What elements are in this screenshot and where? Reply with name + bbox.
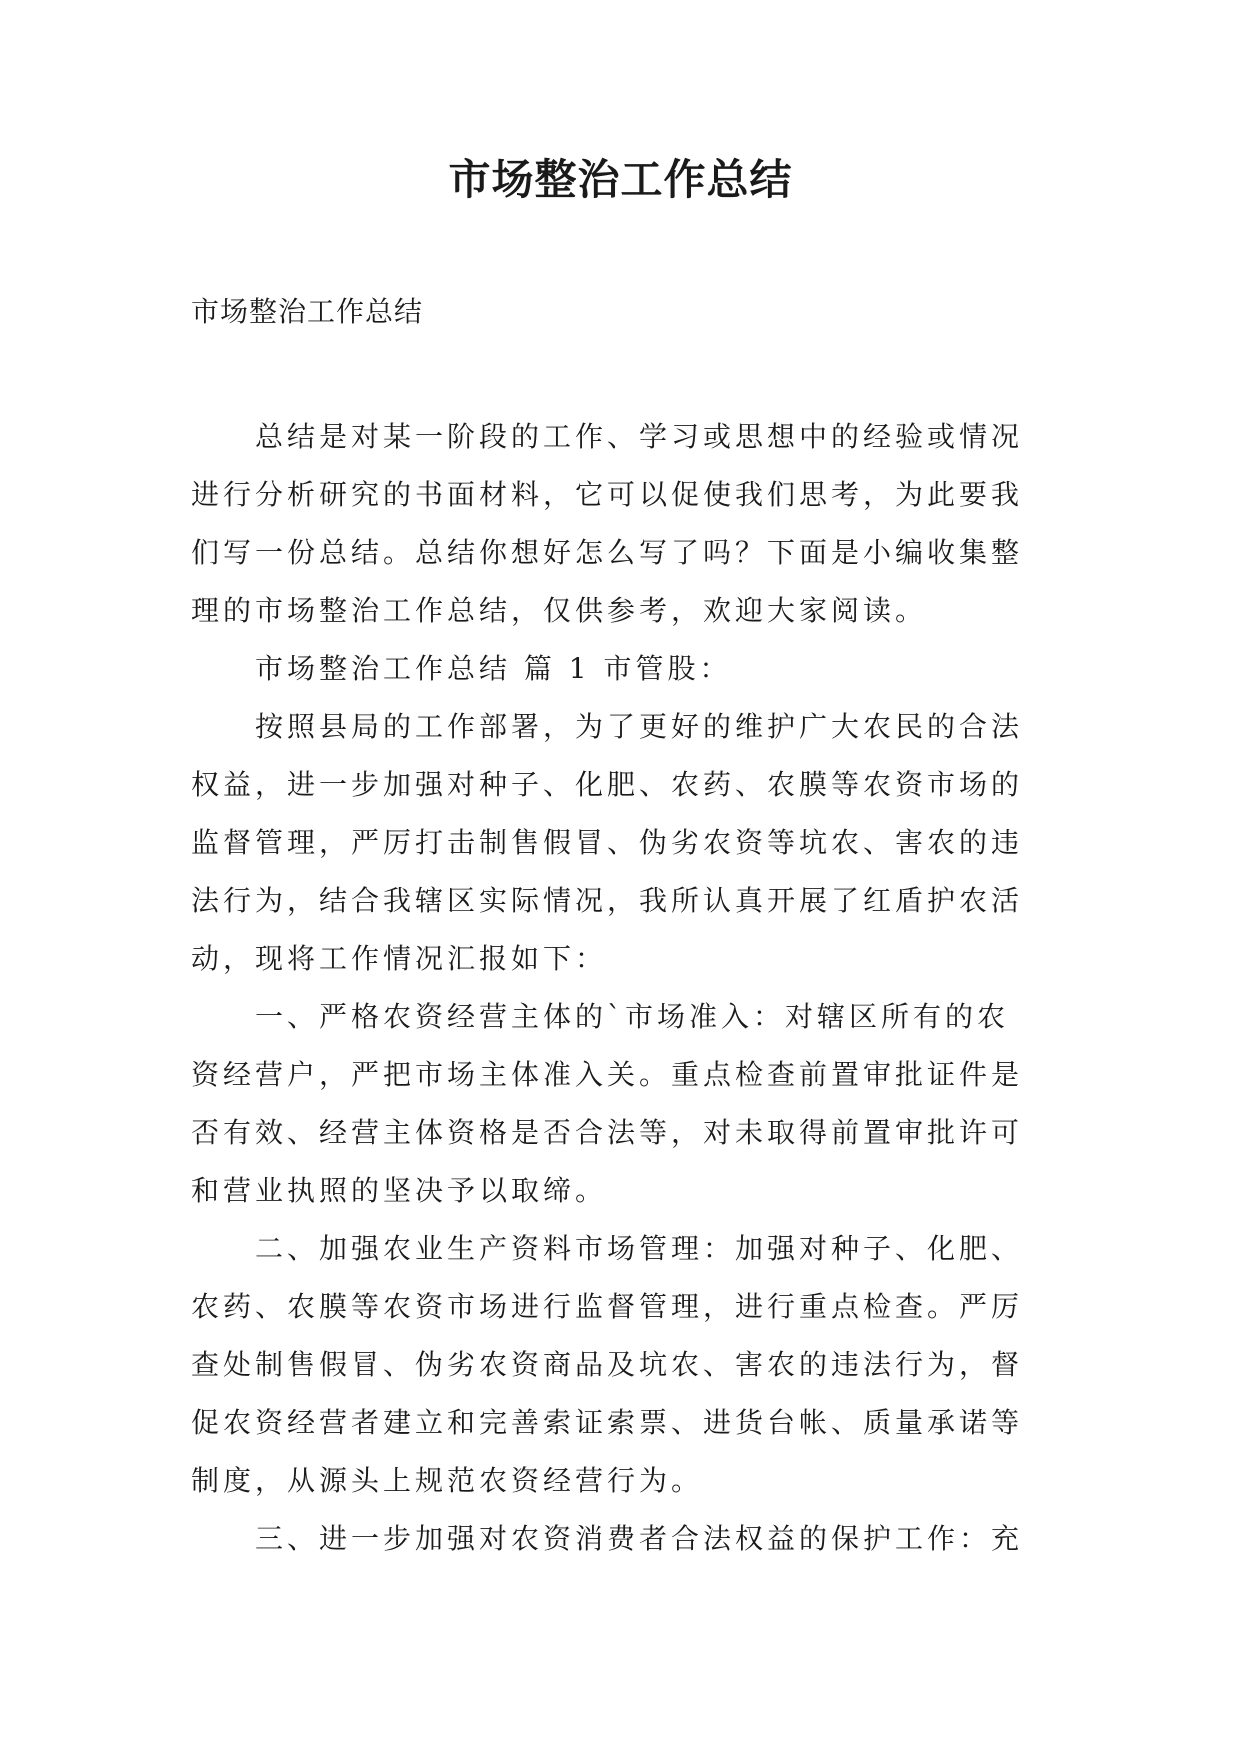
paragraph-point-2 bbox=[191, 1220, 1051, 1510]
text-line: 理的市场整治工作总结，仅供参考，欢迎大家阅读。 bbox=[191, 594, 928, 627]
text-line: 否有效、经营主体资格是否合法等，对未取得前置审批许可 bbox=[191, 1116, 1024, 1149]
text-line: 资经营户，严把市场主体准入关。重点检查前置审批证件是 bbox=[191, 1058, 1024, 1091]
text-line: 们写一份总结。总结你想好怎么写了吗？下面是小编收集整 bbox=[191, 536, 1024, 569]
text-line: 农药、农膜等农资市场进行监督管理，进行重点检查。严厉 bbox=[191, 1290, 1024, 1323]
document-subtitle: 市场整治工作总结 bbox=[191, 295, 424, 328]
text-line: 动，现将工作情况汇报如下： bbox=[191, 942, 608, 975]
text-line: 市场整治工作总结 篇 1 市管股： bbox=[255, 652, 732, 685]
text-line: 二、加强农业生产资料市场管理：加强对种子、化肥、 bbox=[255, 1232, 1024, 1265]
text-line: 进行分析研究的书面材料，它可以促使我们思考，为此要我 bbox=[191, 478, 1024, 511]
text-line: 总结是对某一阶段的工作、学习或思想中的经验或情况 bbox=[255, 420, 1024, 453]
paragraph-point-3 bbox=[191, 1510, 1051, 1568]
paragraph-overview bbox=[191, 698, 1051, 988]
text-line: 监督管理，严厉打击制售假冒、伪劣农资等坑农、害农的违 bbox=[191, 826, 1024, 859]
document-title: 市场整治工作总结 bbox=[448, 155, 793, 204]
text-line: 按照县局的工作部署，为了更好的维护广大农民的合法 bbox=[255, 710, 1024, 743]
text-line: 查处制售假冒、伪劣农资商品及坑农、害农的违法行为，督 bbox=[191, 1348, 1024, 1381]
paragraph-section-heading bbox=[191, 640, 1051, 698]
text-line: 制度，从源头上规范农资经营行为。 bbox=[191, 1464, 704, 1497]
paragraph-point-1 bbox=[191, 988, 1051, 1220]
text-line: 三、进一步加强对农资消费者合法权益的保护工作：充 bbox=[255, 1522, 1024, 1555]
paragraph-intro bbox=[191, 408, 1051, 640]
text-line: 一、严格农资经营主体的`市场准入：对辖区所有的农 bbox=[255, 1000, 1010, 1033]
text-line: 和营业执照的坚决予以取缔。 bbox=[191, 1174, 608, 1207]
document-body bbox=[191, 408, 1051, 1568]
text-line: 权益，进一步加强对种子、化肥、农药、农膜等农资市场的 bbox=[191, 768, 1024, 801]
text-line: 法行为，结合我辖区实际情况，我所认真开展了红盾护农活 bbox=[191, 884, 1024, 917]
text-line: 促农资经营者建立和完善索证索票、进货台帐、质量承诺等 bbox=[191, 1406, 1024, 1439]
